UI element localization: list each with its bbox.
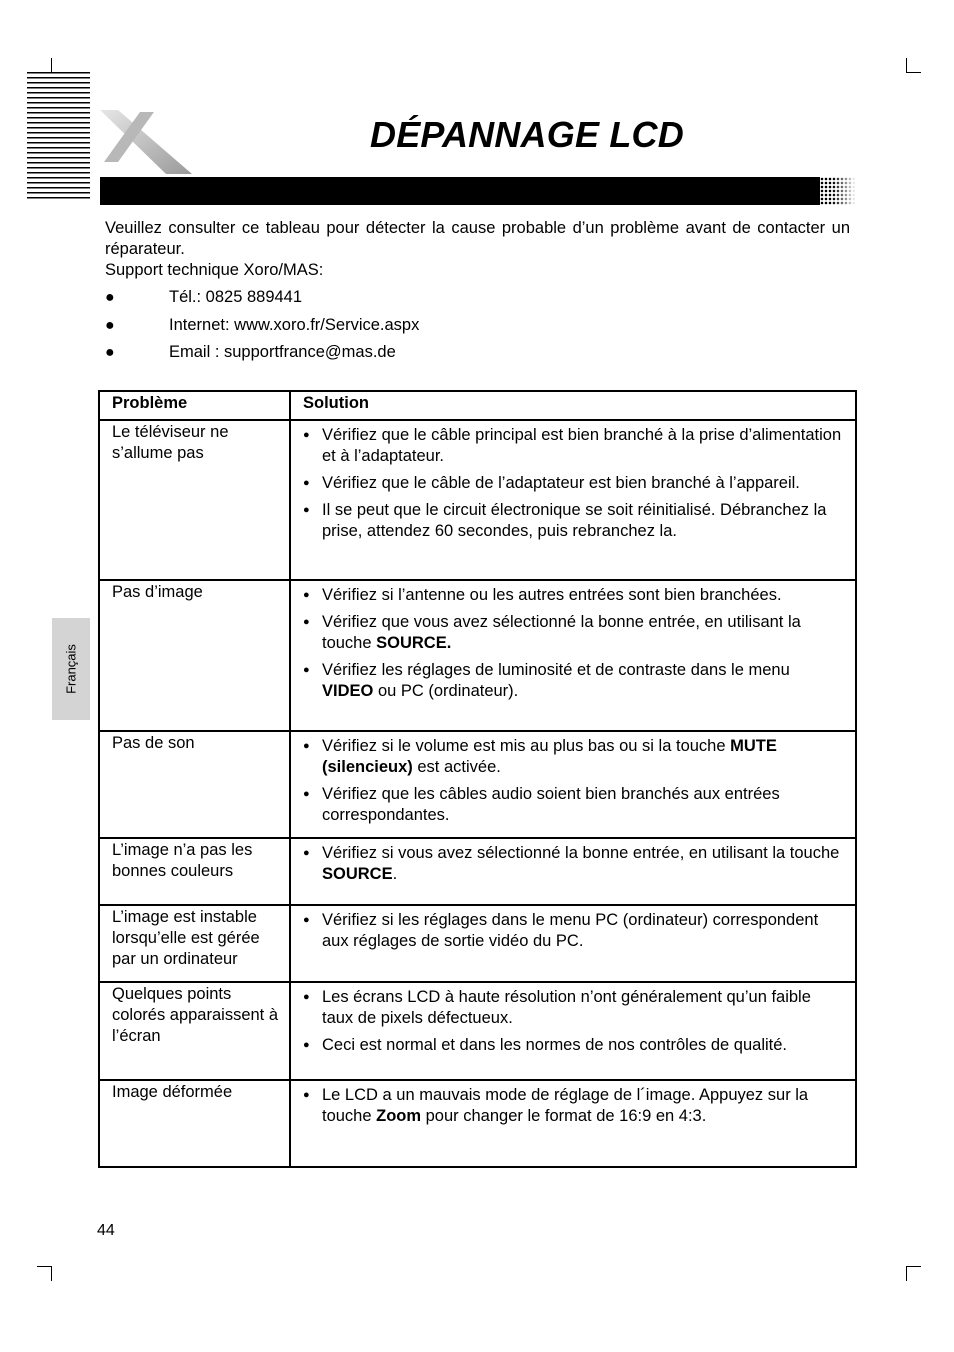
solution-text: Vérifiez si le volume est mis au plus bas ou si la touche (322, 737, 731, 755)
solution-item (303, 910, 845, 952)
solution-text: Vérifiez que le câble principal est bien branché à la prise d’alimentation et à l’adaptateur. (322, 426, 842, 465)
title-bar (100, 177, 820, 205)
solution-item (303, 473, 845, 494)
intro-paragraph: Veuillez consulter ce tableau pour détecter la cause probable d’un problème avant de contacter un réparateur. (105, 219, 850, 258)
solution-item (303, 1085, 845, 1127)
header-solution: Solution (290, 391, 856, 420)
solution-list (303, 910, 845, 952)
problem-cell: Pas d’image (99, 580, 290, 731)
solution-list (303, 585, 845, 702)
solution-text: . (392, 865, 398, 883)
problem-cell: L’image est instable lorsqu’elle est gérée par un ordinateur (99, 905, 290, 982)
problem-cell: L’image n’a pas les bonnes couleurs (99, 838, 290, 905)
language-tab-label: Français (63, 644, 79, 694)
solution-list (303, 1085, 845, 1127)
solution-text: est activée. (412, 758, 501, 776)
table-row (99, 905, 856, 982)
solution-item (303, 736, 845, 778)
solution-cell (290, 838, 856, 905)
solution-list (303, 425, 845, 542)
bullet-icon: ● (105, 317, 115, 334)
table-row (99, 420, 856, 580)
solution-item (303, 500, 845, 542)
solution-cell (290, 731, 856, 838)
intro-block (105, 218, 850, 281)
solution-item (303, 585, 845, 606)
solution-text: Vérifiez que vous avez sélectionné la bonne entrée, en utilisant la touche (322, 613, 801, 652)
crop-mark-bottom-right (906, 1266, 921, 1281)
contact-internet-text: Internet: www.xoro.fr/Service.aspx (169, 316, 420, 334)
solution-item (303, 425, 845, 467)
solution-keyword: VIDEO (322, 682, 374, 700)
solution-text: ou PC (ordinateur). (373, 682, 519, 700)
problem-cell: Le téléviseur ne s’allume pas (99, 420, 290, 580)
solution-list (303, 843, 845, 885)
solution-item (303, 784, 845, 826)
language-tab (52, 618, 90, 720)
solution-text: pour changer le format de 16:9 en 4:3. (421, 1107, 707, 1125)
decorative-stripes (27, 72, 90, 200)
page-number: 44 (97, 1222, 115, 1239)
problem-cell: Pas de son (99, 731, 290, 838)
solution-text: Les écrans LCD à haute résolution n’ont généralement qu’un faible taux de pixels défectueux. (322, 988, 811, 1027)
solution-cell (290, 420, 856, 580)
problem-cell: Image déformée (99, 1080, 290, 1167)
table-row (99, 731, 856, 838)
bullet-icon: ● (105, 289, 115, 306)
solution-text: Vérifiez si vous avez sélectionné la bonne entrée, en utilisant la touche (322, 844, 840, 862)
solution-item (303, 1035, 845, 1056)
solution-text: Vérifiez que le câble de l’adaptateur est bien branché à l’appareil. (322, 474, 800, 492)
crop-mark-top-left (37, 58, 52, 73)
solution-text: Vérifiez les réglages de luminosité et de contraste dans le menu (322, 661, 790, 679)
solution-keyword: SOURCE. (376, 634, 452, 652)
title-bar-dot-fade (820, 177, 856, 205)
table-row (99, 1080, 856, 1167)
solution-text: Il se peut que le circuit électronique se soit réinitialisé. Débranchez la prise, attendez 60 secondes, puis rebranchez la. (322, 501, 827, 540)
bullet-icon: ● (105, 344, 115, 361)
solution-item (303, 987, 845, 1029)
solution-list (303, 736, 845, 826)
header-problem: Problème (99, 391, 290, 420)
crop-mark-bottom-left (37, 1266, 52, 1281)
solution-text: Vérifiez que les câbles audio soient bien branchés aux entrées correspondantes. (322, 785, 780, 824)
solution-text: Ceci est normal et dans les normes de nos contrôles de qualité. (322, 1036, 787, 1054)
solution-cell (290, 982, 856, 1080)
solution-item (303, 843, 845, 885)
solution-keyword: Zoom (376, 1107, 422, 1125)
solution-cell (290, 580, 856, 731)
contact-phone-text: Tél.: 0825 889441 (169, 288, 303, 306)
table-row (99, 838, 856, 905)
solution-cell (290, 1080, 856, 1167)
solution-cell (290, 905, 856, 982)
contact-email-text: Email : supportfrance@mas.de (169, 343, 396, 361)
crop-mark-top-right (906, 58, 921, 73)
xoro-x-logo-icon (96, 106, 196, 178)
solution-keyword: SOURCE (322, 865, 393, 883)
solution-text: Vérifiez si l’antenne ou les autres entrées sont bien branchées. (322, 586, 782, 604)
table-header-row (99, 391, 856, 420)
solution-item (303, 612, 845, 654)
solution-keyword: MUTE (silencieux) (322, 737, 777, 776)
table-row (99, 982, 856, 1080)
solution-item (303, 660, 845, 702)
page-title: DÉPANNAGE LCD (370, 114, 684, 155)
support-label: Support technique Xoro/MAS: (105, 261, 324, 279)
solution-text: Vérifiez si les réglages dans le menu PC (ordinateur) correspondent aux réglages de sortie vidéo du PC. (322, 911, 819, 950)
troubleshooting-table (98, 390, 857, 1168)
problem-cell: Quelques points colorés apparaissent à l’écran (99, 982, 290, 1080)
solution-list (303, 987, 845, 1056)
solution-text: Le LCD a un mauvais mode de réglage de l´image. Appuyez sur la touche (322, 1086, 809, 1125)
table-row (99, 580, 856, 731)
